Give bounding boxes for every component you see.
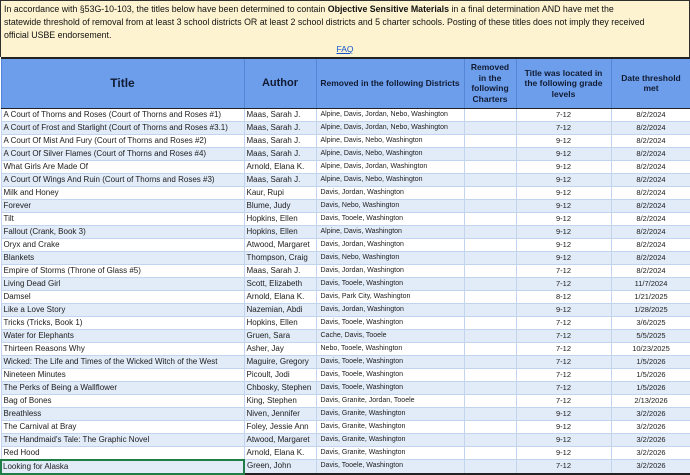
cell-title[interactable]: What Girls Are Made Of	[1, 160, 244, 173]
cell-date[interactable]: 3/2/2026	[611, 433, 690, 446]
cell-districts[interactable]: Davis, Granite, Washington	[316, 420, 464, 433]
cell-charters[interactable]	[464, 147, 516, 160]
cell-author[interactable]: Chbosky, Stephen	[244, 381, 316, 394]
cell-author[interactable]: Gruen, Sara	[244, 329, 316, 342]
table-row	[1, 446, 690, 460]
cell-date[interactable]: 1/21/2025	[611, 290, 690, 303]
table-row	[1, 173, 690, 186]
cell-grades[interactable]: 9-12	[516, 186, 611, 199]
cell-date[interactable]: 1/5/2026	[611, 355, 690, 368]
cell-charters[interactable]	[464, 316, 516, 329]
cell-grades[interactable]: 7-12	[516, 368, 611, 381]
table-row	[1, 212, 690, 225]
table-row	[1, 238, 690, 251]
table-row	[1, 108, 690, 121]
cell-grades[interactable]: 9-12	[516, 251, 611, 264]
cell-title[interactable]: Looking for Alaska	[1, 460, 244, 474]
cell-charters[interactable]	[464, 303, 516, 316]
cell-title[interactable]: A Court Of Wings And Ruin (Court of Thorns and Roses #3)	[1, 173, 244, 186]
cell-date[interactable]: 3/6/2025	[611, 316, 690, 329]
cell-districts[interactable]: Davis, Nebo, Washington	[316, 199, 464, 212]
cell-districts[interactable]: Alpine, Davis, Nebo, Washington	[316, 173, 464, 186]
cell-districts[interactable]: Alpine, Davis, Nebo, Washington	[316, 134, 464, 147]
table-body	[1, 108, 690, 474]
cell-author[interactable]: Maas, Sarah J.	[244, 134, 316, 147]
table-row	[1, 368, 690, 381]
cell-grades[interactable]: 7-12	[516, 355, 611, 368]
cell-grades[interactable]: 9-12	[516, 303, 611, 316]
cell-date[interactable]: 8/2/2024	[611, 134, 690, 147]
cell-author[interactable]: Foley, Jessie Ann	[244, 420, 316, 433]
table-row	[1, 407, 690, 420]
cell-grades[interactable]: 9-12	[516, 134, 611, 147]
cell-date[interactable]: 8/2/2024	[611, 160, 690, 173]
table-row	[1, 433, 690, 446]
cell-districts[interactable]: Davis, Granite, Washington	[316, 433, 464, 446]
table-row	[1, 225, 690, 238]
cell-date[interactable]: 1/5/2026	[611, 368, 690, 381]
cell-date[interactable]: 1/28/2025	[611, 303, 690, 316]
cell-grades[interactable]: 9-12	[516, 407, 611, 420]
cell-charters[interactable]	[464, 460, 516, 474]
cell-author[interactable]: Maguire, Gregory	[244, 355, 316, 368]
cell-charters[interactable]	[464, 355, 516, 368]
column-header-grades[interactable]: Title was located in the following grade levels	[516, 58, 611, 108]
cell-grades[interactable]: 7-12	[516, 264, 611, 277]
cell-title[interactable]: Tricks (Tricks, Book 1)	[1, 316, 244, 329]
cell-districts[interactable]: Cache, Davis, Tooele	[316, 329, 464, 342]
cell-author[interactable]: Asher, Jay	[244, 342, 316, 355]
cell-author[interactable]: Maas, Sarah J.	[244, 264, 316, 277]
cell-title[interactable]: Oryx and Crake	[1, 238, 244, 251]
cell-title[interactable]: A Court Of Mist And Fury (Court of Thorns and Roses #2)	[1, 134, 244, 147]
cell-grades[interactable]: 7-12	[516, 460, 611, 474]
cell-grades[interactable]: 7-12	[516, 394, 611, 407]
cell-charters[interactable]	[464, 212, 516, 225]
cell-date[interactable]: 8/2/2024	[611, 264, 690, 277]
cell-charters[interactable]	[464, 381, 516, 394]
cell-grades[interactable]: 9-12	[516, 238, 611, 251]
cell-charters[interactable]	[464, 446, 516, 460]
cell-title[interactable]: Living Dead Girl	[1, 277, 244, 290]
cell-author[interactable]: Blume, Judy	[244, 199, 316, 212]
cell-districts[interactable]: Davis, Tooele, Washington	[316, 460, 464, 474]
cell-title[interactable]: Wicked: The Life and Times of the Wicked Witch of the West	[1, 355, 244, 368]
table-row	[1, 134, 690, 147]
cell-districts[interactable]: Davis, Tooele, Washington	[316, 381, 464, 394]
cell-author[interactable]: Green, John	[244, 460, 316, 474]
cell-districts[interactable]: Alpine, Davis, Jordan, Nebo, Washington	[316, 121, 464, 134]
table-row	[1, 460, 690, 474]
cell-districts[interactable]: Davis, Tooele, Washington	[316, 212, 464, 225]
cell-grades[interactable]: 7-12	[516, 329, 611, 342]
cell-title[interactable]: Like a Love Story	[1, 303, 244, 316]
notice-line-3: official USBE endorsement.	[4, 30, 112, 40]
cell-districts[interactable]: Alpine, Davis, Washington	[316, 225, 464, 238]
cell-author[interactable]: Picoult, Jodi	[244, 368, 316, 381]
cell-author[interactable]: Arnold, Elana K.	[244, 160, 316, 173]
cell-author[interactable]: Atwood, Margaret	[244, 238, 316, 251]
cell-author[interactable]: Maas, Sarah J.	[244, 173, 316, 186]
cell-author[interactable]: Thompson, Craig	[244, 251, 316, 264]
cell-date[interactable]: 11/7/2024	[611, 277, 690, 290]
cell-charters[interactable]	[464, 121, 516, 134]
books-table	[0, 57, 690, 475]
table-row	[1, 160, 690, 173]
header-row	[1, 58, 690, 108]
cell-districts[interactable]: Alpine, Davis, Nebo, Washington	[316, 147, 464, 160]
cell-districts[interactable]: Davis, Nebo, Washington	[316, 251, 464, 264]
cell-charters[interactable]	[464, 134, 516, 147]
cell-grades[interactable]: 9-12	[516, 160, 611, 173]
cell-author[interactable]: Arnold, Elana K.	[244, 446, 316, 460]
cell-charters[interactable]	[464, 264, 516, 277]
cell-title[interactable]: Forever	[1, 199, 244, 212]
cell-title[interactable]: Fallout (Crank, Book 3)	[1, 225, 244, 238]
cell-grades[interactable]: 9-12	[516, 420, 611, 433]
cell-districts[interactable]: Davis, Tooele, Washington	[316, 316, 464, 329]
cell-districts[interactable]: Davis, Jordan, Washington	[316, 303, 464, 316]
cell-grades[interactable]: 8-12	[516, 290, 611, 303]
cell-grades[interactable]: 9-12	[516, 147, 611, 160]
cell-date[interactable]: 3/2/2026	[611, 420, 690, 433]
column-header-districts[interactable]: Removed in the following Districts	[316, 58, 464, 108]
cell-author[interactable]: Scott, Elizabeth	[244, 277, 316, 290]
table-row	[1, 303, 690, 316]
cell-author[interactable]: Hopkins, Ellen	[244, 212, 316, 225]
cell-districts[interactable]: Davis, Jordan, Washington	[316, 264, 464, 277]
cell-charters[interactable]	[464, 277, 516, 290]
cell-date[interactable]: 2/13/2026	[611, 394, 690, 407]
column-header-title[interactable]: Title	[1, 58, 244, 108]
cell-grades[interactable]: 9-12	[516, 173, 611, 186]
table-header	[1, 58, 690, 108]
cell-grades[interactable]: 9-12	[516, 199, 611, 212]
table-row	[1, 264, 690, 277]
table-row	[1, 342, 690, 355]
cell-title[interactable]: Milk and Honey	[1, 186, 244, 199]
cell-districts[interactable]: Davis, Tooele, Washington	[316, 277, 464, 290]
cell-date[interactable]: 1/5/2026	[611, 381, 690, 394]
cell-title[interactable]: Tilt	[1, 212, 244, 225]
cell-date[interactable]: 5/5/2025	[611, 329, 690, 342]
cell-date[interactable]: 3/2/2026	[611, 460, 690, 474]
cell-date[interactable]: 8/2/2024	[611, 121, 690, 134]
cell-date[interactable]: 8/2/2024	[611, 147, 690, 160]
cell-date[interactable]: 3/2/2026	[611, 407, 690, 420]
cell-date[interactable]: 8/2/2024	[611, 186, 690, 199]
cell-districts[interactable]: Davis, Granite, Jordan, Tooele	[316, 394, 464, 407]
cell-districts[interactable]: Nebo, Tooele, Washington	[316, 342, 464, 355]
faq-row	[0, 44, 690, 57]
cell-charters[interactable]	[464, 108, 516, 121]
cell-charters[interactable]	[464, 342, 516, 355]
notice-line-1: In accordance with §53G-10-103, the titles below have been determined to contain Objective Sensitive Materials in a final determination AND have met the	[4, 4, 614, 14]
table-row	[1, 277, 690, 290]
cell-charters[interactable]	[464, 433, 516, 446]
cell-grades[interactable]: 7-12	[516, 316, 611, 329]
cell-charters[interactable]	[464, 251, 516, 264]
cell-title[interactable]: A Court Of Silver Flames (Court of Thorns and Roses #4)	[1, 147, 244, 160]
cell-districts[interactable]: Davis, Granite, Washington	[316, 407, 464, 420]
cell-title[interactable]: Bag of Bones	[1, 394, 244, 407]
cell-title[interactable]: Water for Elephants	[1, 329, 244, 342]
table-row	[1, 420, 690, 433]
notice-bold-phrase: Objective Sensitive Materials	[327, 4, 449, 14]
cell-author[interactable]: King, Stephen	[244, 394, 316, 407]
cell-districts[interactable]: Davis, Tooele, Washington	[316, 355, 464, 368]
cell-charters[interactable]	[464, 160, 516, 173]
cell-title[interactable]: A Court of Thorns and Roses (Court of Thorns and Roses #1)	[1, 108, 244, 121]
cell-charters[interactable]	[464, 407, 516, 420]
cell-title[interactable]: Red Hood	[1, 446, 244, 460]
cell-date[interactable]: 8/2/2024	[611, 212, 690, 225]
cell-title[interactable]: Empire of Storms (Throne of Glass #5)	[1, 264, 244, 277]
cell-date[interactable]: 10/23/2025	[611, 342, 690, 355]
cell-title[interactable]: The Handmaid's Tale: The Graphic Novel	[1, 433, 244, 446]
faq-link[interactable]: FAQ	[336, 44, 354, 54]
cell-grades[interactable]: 7-12	[516, 277, 611, 290]
notice-banner	[0, 0, 690, 44]
table-row	[1, 186, 690, 199]
cell-title[interactable]: Damsel	[1, 290, 244, 303]
cell-charters[interactable]	[464, 329, 516, 342]
cell-grades[interactable]: 9-12	[516, 433, 611, 446]
cell-date[interactable]: 3/2/2026	[611, 446, 690, 460]
cell-grades[interactable]: 7-12	[516, 108, 611, 121]
cell-author[interactable]: Nazemian, Abdi	[244, 303, 316, 316]
cell-districts[interactable]: Davis, Jordan, Washington	[316, 238, 464, 251]
table-row	[1, 394, 690, 407]
cell-grades[interactable]: 9-12	[516, 225, 611, 238]
cell-author[interactable]: Maas, Sarah J.	[244, 121, 316, 134]
cell-title[interactable]: Blankets	[1, 251, 244, 264]
cell-charters[interactable]	[464, 394, 516, 407]
cell-charters[interactable]	[464, 368, 516, 381]
table-row	[1, 199, 690, 212]
cell-title[interactable]: The Perks of Being a Wallflower	[1, 381, 244, 394]
table-row	[1, 147, 690, 160]
notice-line-2: statewide threshold of removal from at least 3 school districts OR at least 2 school districts and 5 charter schools. Posting of these titles does not imply they received	[4, 17, 645, 27]
cell-date[interactable]: 8/2/2024	[611, 173, 690, 186]
cell-districts[interactable]: Davis, Jordan, Washington	[316, 186, 464, 199]
cell-title[interactable]: Thirteen Reasons Why	[1, 342, 244, 355]
column-header-author[interactable]: Author	[244, 58, 316, 108]
column-header-charters[interactable]: Removed in the following Charters	[464, 58, 516, 108]
cell-date[interactable]: 8/2/2024	[611, 225, 690, 238]
cell-districts[interactable]: Davis, Tooele, Washington	[316, 368, 464, 381]
table-row	[1, 290, 690, 303]
cell-title[interactable]: A Court of Frost and Starlight (Court of Thorns and Roses #3.1)	[1, 121, 244, 134]
table-row	[1, 355, 690, 368]
cell-grades[interactable]: 7-12	[516, 342, 611, 355]
cell-author[interactable]: Hopkins, Ellen	[244, 316, 316, 329]
cell-date[interactable]: 8/2/2024	[611, 199, 690, 212]
cell-date[interactable]: 8/2/2024	[611, 238, 690, 251]
cell-districts[interactable]: Davis, Granite, Washington	[316, 446, 464, 460]
cell-charters[interactable]	[464, 290, 516, 303]
cell-author[interactable]: Maas, Sarah J.	[244, 108, 316, 121]
cell-author[interactable]: Niven, Jennifer	[244, 407, 316, 420]
cell-charters[interactable]	[464, 186, 516, 199]
cell-author[interactable]: Arnold, Elana K.	[244, 290, 316, 303]
cell-author[interactable]: Kaur, Rupi	[244, 186, 316, 199]
table-row	[1, 316, 690, 329]
cell-date[interactable]: 8/2/2024	[611, 251, 690, 264]
cell-charters[interactable]	[464, 225, 516, 238]
cell-title[interactable]: The Carnival at Bray	[1, 420, 244, 433]
cell-author[interactable]: Atwood, Margaret	[244, 433, 316, 446]
cell-districts[interactable]: Alpine, Davis, Jordan, Washington	[316, 160, 464, 173]
cell-title[interactable]: Nineteen Minutes	[1, 368, 244, 381]
table-row	[1, 251, 690, 264]
cell-charters[interactable]	[464, 420, 516, 433]
cell-grades[interactable]: 9-12	[516, 212, 611, 225]
cell-author[interactable]: Hopkins, Ellen	[244, 225, 316, 238]
table-row	[1, 329, 690, 342]
cell-grades[interactable]: 7-12	[516, 381, 611, 394]
cell-districts[interactable]: Alpine, Davis, Jordan, Nebo, Washington	[316, 108, 464, 121]
cell-title[interactable]: Breathless	[1, 407, 244, 420]
cell-grades[interactable]: 7-12	[516, 121, 611, 134]
column-header-date[interactable]: Date threshold met	[611, 58, 690, 108]
cell-charters[interactable]	[464, 173, 516, 186]
cell-charters[interactable]	[464, 238, 516, 251]
cell-districts[interactable]: Davis, Park City, Washington	[316, 290, 464, 303]
table-row	[1, 381, 690, 394]
cell-grades[interactable]: 9-12	[516, 446, 611, 460]
cell-charters[interactable]	[464, 199, 516, 212]
table-row	[1, 121, 690, 134]
cell-author[interactable]: Maas, Sarah J.	[244, 147, 316, 160]
cell-date[interactable]: 8/2/2024	[611, 108, 690, 121]
